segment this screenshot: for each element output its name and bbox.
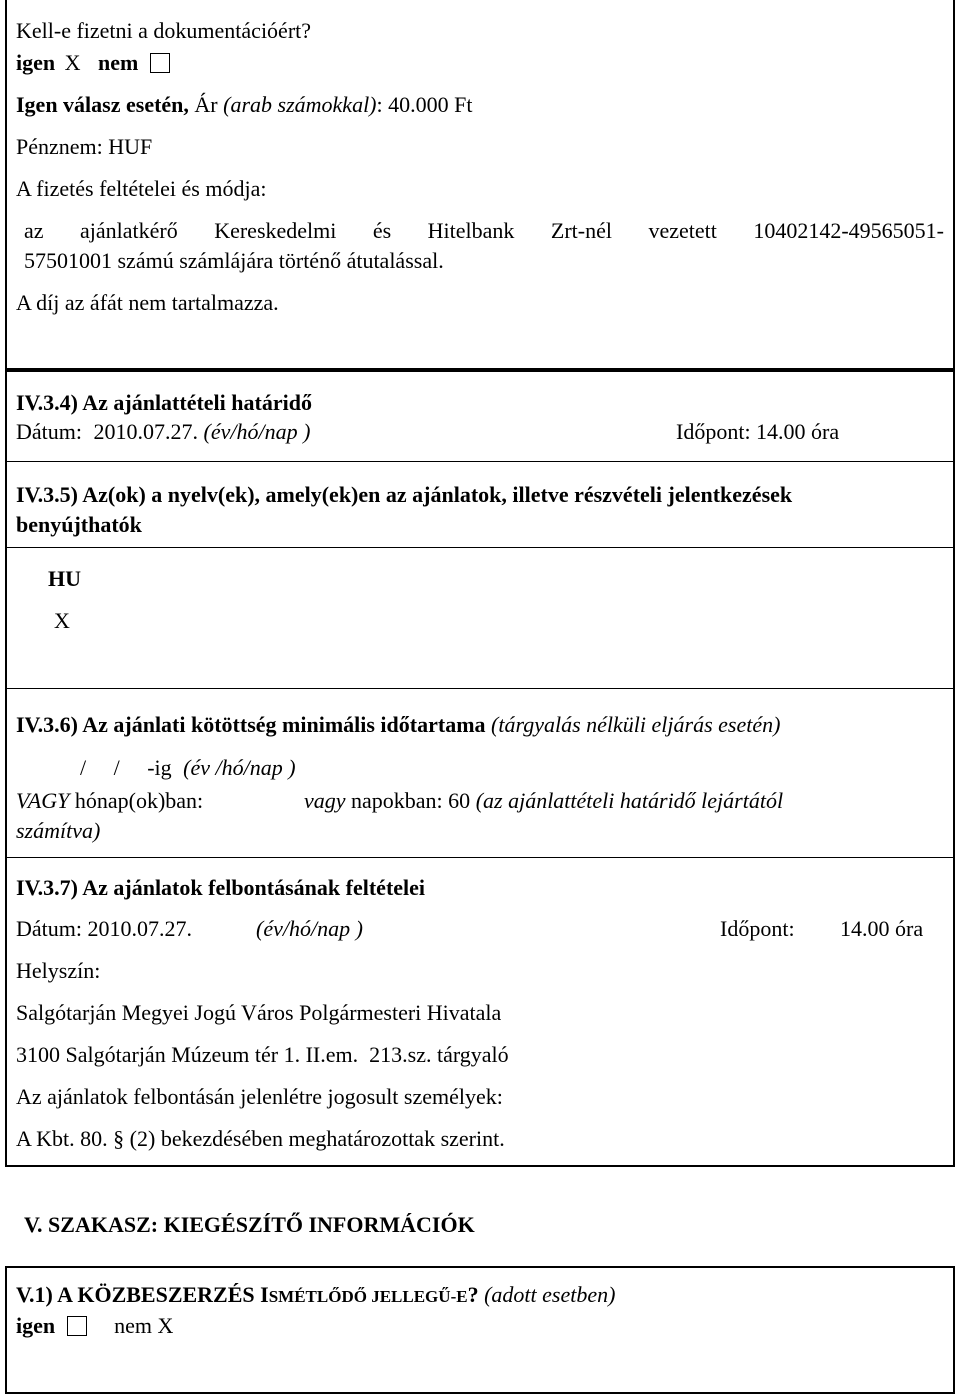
fee-price-label: Ár [194, 92, 218, 117]
fee-price-hint: (arab számokkal) [223, 92, 377, 117]
deadline-date-label: Dátum: [16, 419, 82, 444]
deadline-time: Időpont: 14.00 óra [676, 419, 840, 444]
repeat-question [16, 1284, 615, 1306]
deadline-heading: IV.3.4) Az ajánlattételi határidő [16, 390, 312, 415]
binding-days [304, 790, 783, 812]
deadline-date-value: 2010.07.27. [93, 419, 198, 444]
terms-word: az [24, 218, 44, 243]
fee-price-value: : 40.000 Ft [376, 92, 473, 117]
fee-yes-no [16, 52, 170, 74]
repeat-q-sc1: SMÉTLŐDŐ [268, 1287, 367, 1306]
binding-days-note2: számítva) [16, 818, 101, 843]
language-code: HU [48, 566, 81, 591]
divider [6, 688, 954, 689]
opening-attendees-value: A Kbt. 80. § (2) bekezdésében meghatározottak szerint. [16, 1126, 505, 1151]
languages-heading-line2: benyújthatók [16, 512, 142, 537]
fee-no-checkbox[interactable] [150, 53, 170, 73]
terms-word: vezetett [648, 218, 717, 243]
opening-date-label: Dátum: 2010.07.27. [16, 916, 192, 941]
fee-no-label: nem [98, 50, 139, 75]
binding-months [16, 790, 203, 812]
terms-word: Kereskedelmi [214, 218, 337, 243]
repeat-yes-checkbox[interactable] [67, 1316, 87, 1336]
terms-word: ajánlatkérő [80, 218, 178, 243]
section-v-heading: V. SZAKASZ: KIEGÉSZÍTŐ INFORMÁCIÓK [24, 1212, 475, 1237]
fee-terms-label: A fizetés feltételei és módja: [16, 176, 267, 201]
fee-yes-label: igen [16, 50, 56, 75]
divider [6, 461, 954, 462]
terms-word: 10402142-49565051- [753, 218, 944, 243]
opening-time-value: 14.00 óra [840, 916, 924, 941]
opening-time-label: Időpont: [720, 916, 795, 941]
binding-heading-text: IV.3.6) Az ajánlati kötöttség minimális időtartama [16, 712, 486, 737]
binding-heading [16, 714, 780, 736]
binding-days-note: (az ajánlattételi határidő lejártától [475, 788, 784, 813]
repeat-q-sc2: -E [450, 1287, 468, 1306]
languages-heading-line1: IV.3.5) Az(ok) a nyelv(ek), amely(ek)en az ajánlatok, illetve részvételi jelentkezések [16, 482, 793, 507]
repeat-q-end: ? [467, 1282, 479, 1307]
opening-date-format: (év/hó/nap ) [256, 916, 363, 941]
repeat-q-note: (adott esetben) [484, 1282, 616, 1307]
binding-or-label: VAGY [16, 788, 70, 813]
binding-months-label: hónap(ok)ban: [74, 788, 204, 813]
divider [6, 857, 954, 858]
terms-word: Zrt-nél [550, 218, 612, 243]
terms-word: Hitelbank [427, 218, 515, 243]
opening-attendees-label: Az ajánlatok felbontásán jelenlétre jogosult személyek: [16, 1084, 503, 1109]
binding-days-label: napokban: 60 [351, 788, 471, 813]
binding-heading-note: (tárgyalás nélküli eljárás esetén) [491, 712, 781, 737]
terms-word: és [372, 218, 392, 243]
binding-or2: vagy [304, 788, 346, 813]
fee-vat-note: A díj az áfát nem tartalmazza. [16, 290, 279, 315]
fee-terms-line1 [24, 220, 944, 242]
language-mark: X [54, 608, 70, 633]
binding-date-format: (év /hó/nap ) [183, 755, 296, 780]
repeat-no-label: nem X [114, 1313, 174, 1338]
fee-question: Kell-e fizetni a dokumentációért? [16, 18, 312, 43]
repeat-q-prefix: V.1) A KÖZBESZERZÉS I [16, 1282, 269, 1307]
opening-place-label: Helyszín: [16, 958, 101, 983]
divider [6, 547, 954, 548]
repeat-q-mid: JELLEGŰ [366, 1287, 451, 1306]
binding-slashes: / / -ig [80, 755, 172, 780]
fee-price-prefix: Igen válasz esetén, [16, 92, 189, 117]
fee-currency: Pénznem: HUF [16, 134, 153, 159]
fee-price [16, 94, 472, 116]
opening-place-name: Salgótarján Megyei Jogú Város Polgármesteri Hivatala [16, 1000, 502, 1025]
repeat-answer [16, 1315, 173, 1337]
fee-terms-line2: 57501001 számú számlájára történő átutalással. [24, 248, 444, 273]
opening-heading: IV.3.7) Az ajánlatok felbontásának feltételei [16, 875, 426, 900]
deadline-date [16, 421, 310, 443]
fee-yes-mark: X [64, 50, 81, 75]
repeat-yes-label: igen [16, 1313, 56, 1338]
opening-place-address: 3100 Salgótarján Múzeum tér 1. II.em. 213.sz. tárgyaló [16, 1042, 509, 1067]
deadline-date-format: (év/hó/nap ) [203, 419, 311, 444]
binding-date-slots [80, 757, 296, 779]
